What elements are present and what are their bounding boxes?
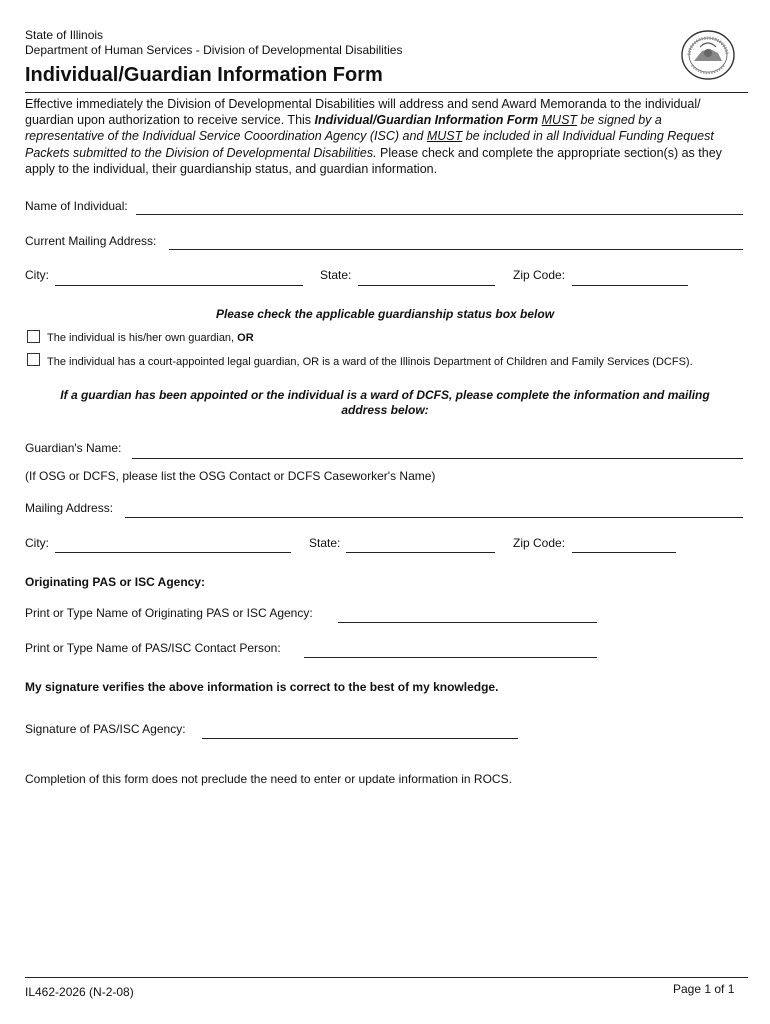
individual-city-field[interactable] bbox=[55, 285, 303, 286]
guardian-city-field[interactable] bbox=[55, 552, 291, 553]
intro-line-3-text: representative of the Individual Service Cooordination Agency (ISC) and bbox=[25, 129, 427, 144]
intro-paragraph bbox=[25, 96, 737, 177]
guardian-name-label: Guardian's Name: bbox=[25, 441, 122, 455]
footer-divider bbox=[25, 977, 748, 978]
intro-line-2-text: guardian upon authorization to receive service. This bbox=[25, 113, 315, 128]
intro-form-name: Individual/Guardian Information Form bbox=[314, 113, 539, 128]
department-name: Department of Human Services - Division of Developmental Disabilities bbox=[25, 43, 403, 57]
own-guardian-checkbox[interactable] bbox=[27, 330, 40, 343]
own-guardian-text: The individual is his/her own guardian, bbox=[47, 332, 238, 344]
header-divider bbox=[25, 92, 748, 93]
individual-state-label: State: bbox=[320, 268, 352, 282]
page-number: Page 1 of 1 bbox=[673, 982, 735, 996]
agency-name-label: Print or Type Name of Originating PAS or ISC Agency: bbox=[25, 606, 313, 620]
guardianship-instruction: Please check the applicable guardianship status box below bbox=[215, 307, 555, 321]
guardian-note-line-1: If a guardian has been appointed or the individual is a ward of DCFS, please complete the information and mailing bbox=[60, 388, 710, 402]
intro-line-2-end: be signed by a bbox=[577, 113, 662, 128]
agency-contact-field[interactable] bbox=[304, 657, 597, 658]
agency-name-field[interactable] bbox=[338, 622, 597, 623]
individual-city-label: City: bbox=[25, 268, 49, 282]
own-guardian-or: OR bbox=[237, 332, 254, 344]
intro-line-3-end: be included in all Individual Funding Request bbox=[462, 129, 714, 144]
individual-state-field[interactable] bbox=[358, 285, 495, 286]
signature-verification: My signature verifies the above information is correct to the best of my knowledge. bbox=[25, 680, 499, 694]
page-title: Individual/Guardian Information Form bbox=[25, 64, 383, 86]
individual-zip-field[interactable] bbox=[572, 285, 688, 286]
guardian-note-line-2: address below: bbox=[341, 403, 429, 417]
individual-address-field[interactable] bbox=[169, 249, 743, 250]
guardian-address-field[interactable] bbox=[125, 517, 743, 518]
own-guardian-label bbox=[47, 332, 254, 345]
intro-must-1: MUST bbox=[541, 113, 578, 128]
agency-heading: Originating PAS or ISC Agency: bbox=[25, 575, 206, 589]
signature-field[interactable] bbox=[202, 738, 518, 739]
guardian-zip-label: Zip Code: bbox=[513, 536, 566, 550]
intro-must-2: MUST bbox=[426, 129, 463, 144]
form-id: IL462-2026 (N-2-08) bbox=[25, 985, 134, 999]
individual-name-field[interactable] bbox=[136, 214, 743, 215]
signature-label: Signature of PAS/ISC Agency: bbox=[25, 722, 186, 736]
guardian-city-label: City: bbox=[25, 536, 49, 550]
state-seal-logo bbox=[680, 29, 736, 81]
intro-line-4-text: Packets submitted to the Division of Developmental Disabilities. bbox=[25, 145, 377, 160]
guardian-name-field[interactable] bbox=[132, 458, 743, 459]
guardian-state-field[interactable] bbox=[346, 552, 495, 553]
intro-line-1: Effective immediately the Division of Developmental Disabilities will address and send Award Memoranda to the individual/ bbox=[25, 97, 701, 111]
individual-zip-label: Zip Code: bbox=[513, 268, 566, 282]
court-guardian-label: The individual has a court-appointed legal guardian, OR is a ward of the Illinois Department of Children and Family Services (DCFS). bbox=[47, 356, 693, 368]
intro-line-4-end: Please check and complete the appropriate section(s) as they bbox=[376, 145, 722, 160]
osg-note: (If OSG or DCFS, please list the OSG Contact or DCFS Caseworker's Name) bbox=[25, 469, 436, 483]
individual-name-label: Name of Individual: bbox=[25, 199, 128, 213]
completion-note: Completion of this form does not preclude the need to enter or update information in ROCS. bbox=[25, 772, 512, 786]
court-guardian-checkbox[interactable] bbox=[27, 353, 40, 366]
guardian-state-label: State: bbox=[309, 536, 341, 550]
agency-contact-label: Print or Type Name of PAS/ISC Contact Person: bbox=[25, 641, 281, 655]
guardian-address-label: Mailing Address: bbox=[25, 501, 114, 515]
guardian-zip-field[interactable] bbox=[572, 552, 676, 553]
intro-line-5: apply to the individual, their guardianship status, and guardian information. bbox=[25, 161, 438, 176]
state-name: State of Illinois bbox=[25, 28, 104, 42]
individual-address-label: Current Mailing Address: bbox=[25, 234, 157, 248]
